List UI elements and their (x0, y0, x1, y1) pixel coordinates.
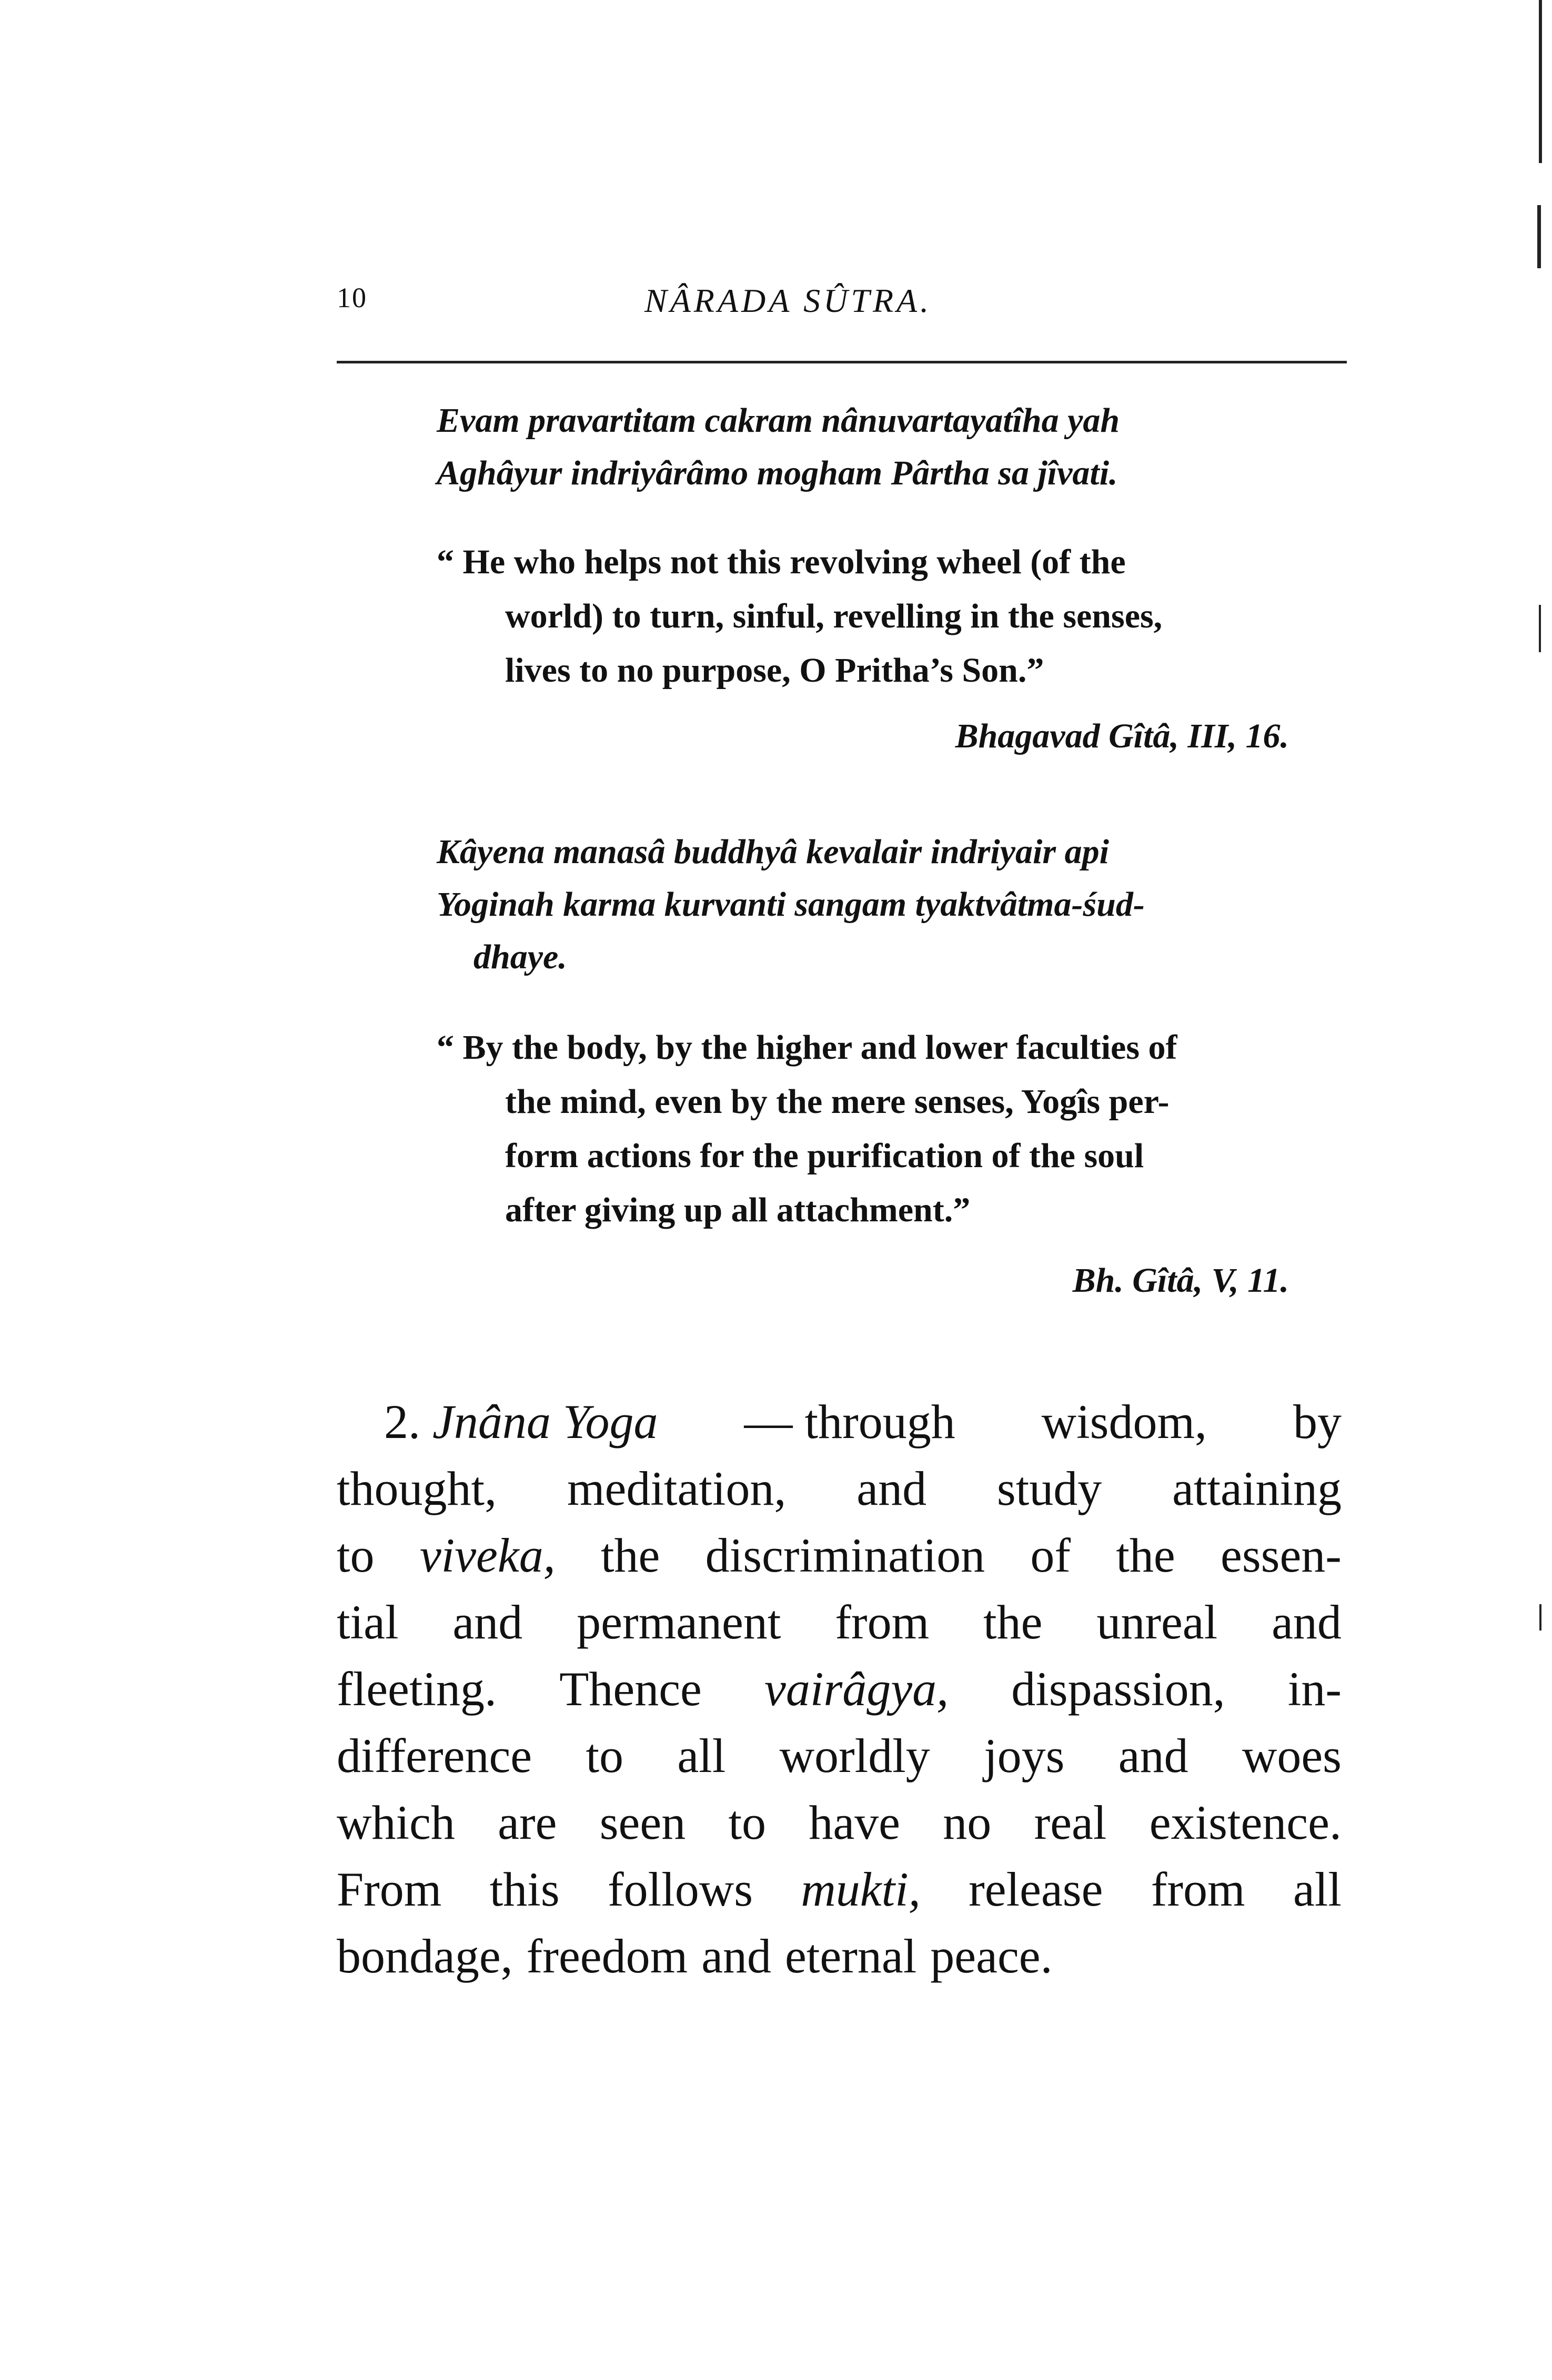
paragraph-line: which are seen to have no real existence. (337, 1796, 1342, 1849)
scan-edge-mark (1539, 1604, 1541, 1630)
term-vairagya: vairâgya, (764, 1662, 949, 1716)
translation-line: lives to no purpose, O Pritha’s Son.” (505, 651, 1044, 690)
paragraph-line: tial and permanent from the unreal and (337, 1595, 1342, 1649)
verse-line: Evam pravartitam cakram nânuvartayatîha yah (437, 401, 1120, 440)
citation-1: Bhagavad Gîtâ, III, 16. (955, 717, 1289, 755)
header-rule (337, 361, 1347, 363)
scan-edge-mark (1539, 0, 1542, 163)
scan-edge-mark (1537, 205, 1541, 268)
verse-block-1 (437, 394, 1342, 500)
translation-line: after giving up all attachment.” (505, 1191, 971, 1229)
verse-line: Aghâyur indriyârâmo mogham Pârtha sa jîvati. (437, 454, 1118, 492)
verse-block-2 (437, 826, 1342, 984)
translation-block-1 (437, 535, 1342, 697)
translation-line: “ He who helps not this revolving wheel (of the (437, 543, 1126, 581)
translation-block-2 (437, 1020, 1342, 1237)
paragraph-line: 2. Jnâna Yoga — through wisdom, by (384, 1395, 1342, 1449)
paragraph-line: thought, meditation, and study attaining (337, 1462, 1342, 1515)
translation-line: world) to turn, sinful, revelling in the senses, (505, 597, 1163, 635)
running-title: NÂRADA SÛTRA. (644, 282, 932, 319)
verse-line: Yoginah karma kurvanti sangam tyaktvâtma-śud- (437, 885, 1145, 924)
paragraph-line: fleeting. Thence vairâgya, dispassion, in- (337, 1656, 1342, 1723)
paragraph-line: to viveka, the discrimination of the essen- (337, 1522, 1342, 1589)
term-mukti: mukti, (801, 1862, 921, 1916)
verse-line: Kâyena manasâ buddhyâ kevalair indriyair api (437, 833, 1109, 871)
page-number: 10 (337, 282, 367, 313)
translation-line: form actions for the purification of the soul (505, 1137, 1144, 1175)
main-paragraph (337, 1389, 1342, 1990)
paragraph-line: difference to all worldly joys and woes (337, 1729, 1342, 1783)
paragraph-line: bondage, freedom and eternal peace. (337, 1929, 1053, 1983)
page-header (337, 281, 1347, 329)
translation-line: the mind, even by the mere senses, Yogîs per- (505, 1082, 1170, 1121)
term-jnana-yoga: Jnâna Yoga (432, 1395, 658, 1449)
paragraph-line: From this follows mukti, release from all (337, 1856, 1342, 1923)
citation-2: Bh. Gîtâ, V, 11. (1072, 1261, 1289, 1300)
translation-line: “ By the body, by the higher and lower faculties of (437, 1028, 1177, 1067)
term-viveka: viveka, (419, 1528, 556, 1582)
scan-edge-mark (1539, 605, 1541, 652)
verse-line: dhaye. (473, 938, 567, 976)
